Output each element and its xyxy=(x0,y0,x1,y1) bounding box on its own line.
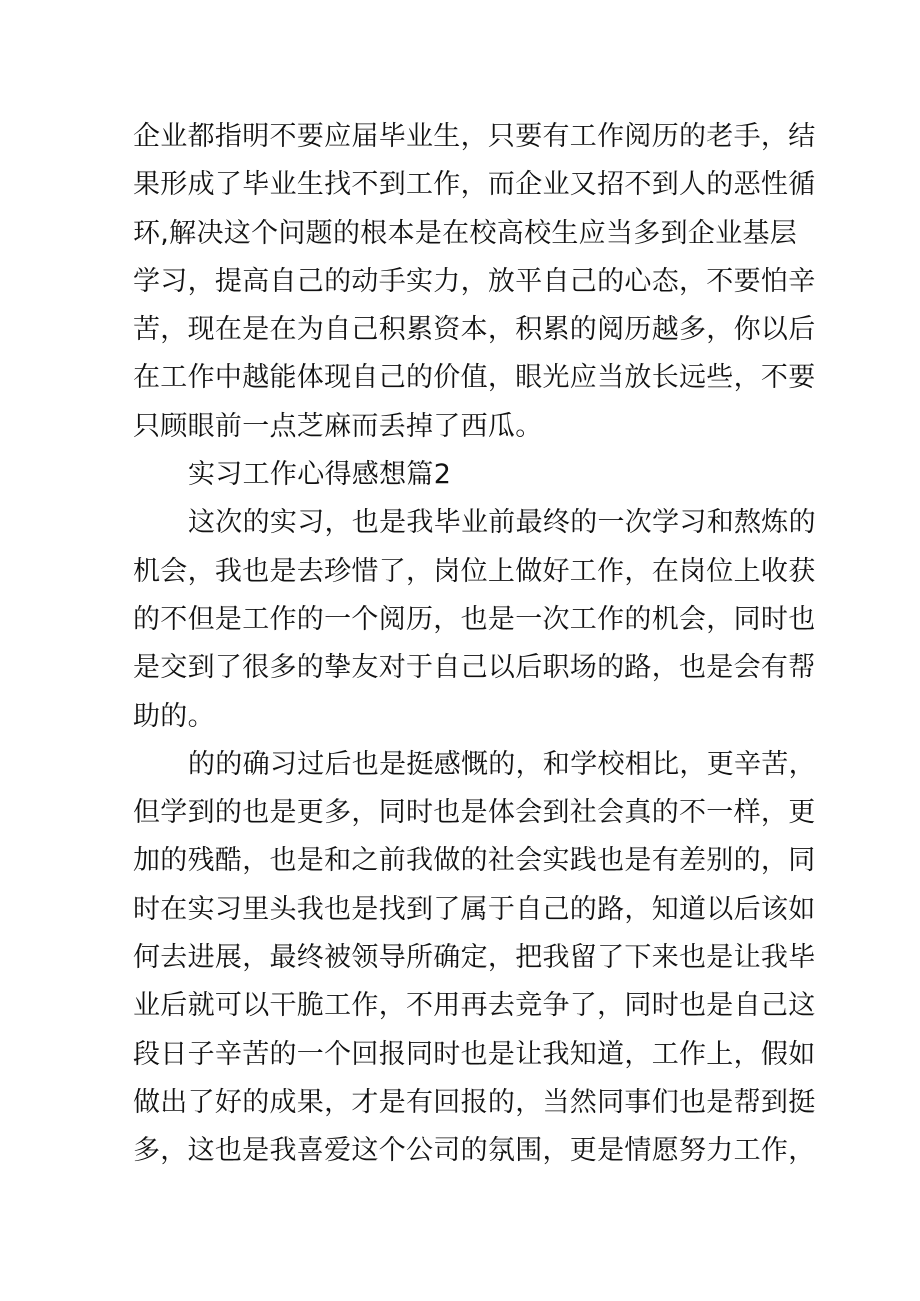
text-line: 多，这也是我喜爱这个公司的氛围，更是情愿努力工作， xyxy=(133,1135,816,1167)
text-line: 做出了好的成果，才是有回报的，当然同事们也是帮到挺 xyxy=(133,1086,816,1118)
text-line: 机会，我也是去珍惜了，岗位上做好工作，在岗位上收获 xyxy=(133,555,816,587)
text-line: 是交到了很多的挚友对于自己以后职场的路，也是会有帮 xyxy=(133,652,816,684)
section-heading: 实习工作心得感想篇2 xyxy=(188,459,452,491)
text-line: 段日子辛苦的一个回报同时也是让我知道，工作上，假如 xyxy=(133,1038,816,1070)
text-line: 但学到的也是更多，同时也是体会到社会真的不一样，更 xyxy=(133,797,816,829)
text-line: 苦，现在是在为自己积累资本，积累的阅历越多，你以后 xyxy=(133,314,816,346)
text-line: 环,解决这个问题的根本是在校高校生应当多到企业基层 xyxy=(133,217,798,249)
text-line: 加的残酷，也是和之前我做的社会实践也是有差别的，同 xyxy=(133,845,816,877)
text-line: 何去进展，最终被领导所确定，把我留了下来也是让我毕 xyxy=(133,942,816,974)
text-line: 助的。 xyxy=(133,700,215,732)
text-line: 业后就可以干脆工作，不用再去竞争了，同时也是自己这 xyxy=(133,990,816,1022)
text-line: 在工作中越能体现自己的价值，眼光应当放长远些，不要 xyxy=(133,362,816,394)
document-body xyxy=(133,113,816,1176)
text-line: 时在实习里头我也是找到了属于自己的路，知道以后该如 xyxy=(133,893,816,925)
text-line: 学习，提高自己的动手实力，放平自己的心态，不要怕辛 xyxy=(133,265,816,297)
text-line: 的不但是工作的一个阅历，也是一次工作的机会，同时也 xyxy=(133,603,816,635)
text-line: 企业都指明不要应届毕业生，只要有工作阅历的老手，结 xyxy=(133,121,816,152)
text-line: 只顾眼前一点芝麻而丢掉了西瓜。 xyxy=(133,410,543,442)
text-line: 这次的实习，也是我毕业前最终的一次学习和熬炼的 xyxy=(188,507,816,539)
text-line: 的的确习过后也是挺感慨的，和学校相比，更辛苦， xyxy=(188,748,816,780)
text-line: 果形成了毕业生找不到工作，而企业又招不到人的恶性循 xyxy=(133,169,816,201)
